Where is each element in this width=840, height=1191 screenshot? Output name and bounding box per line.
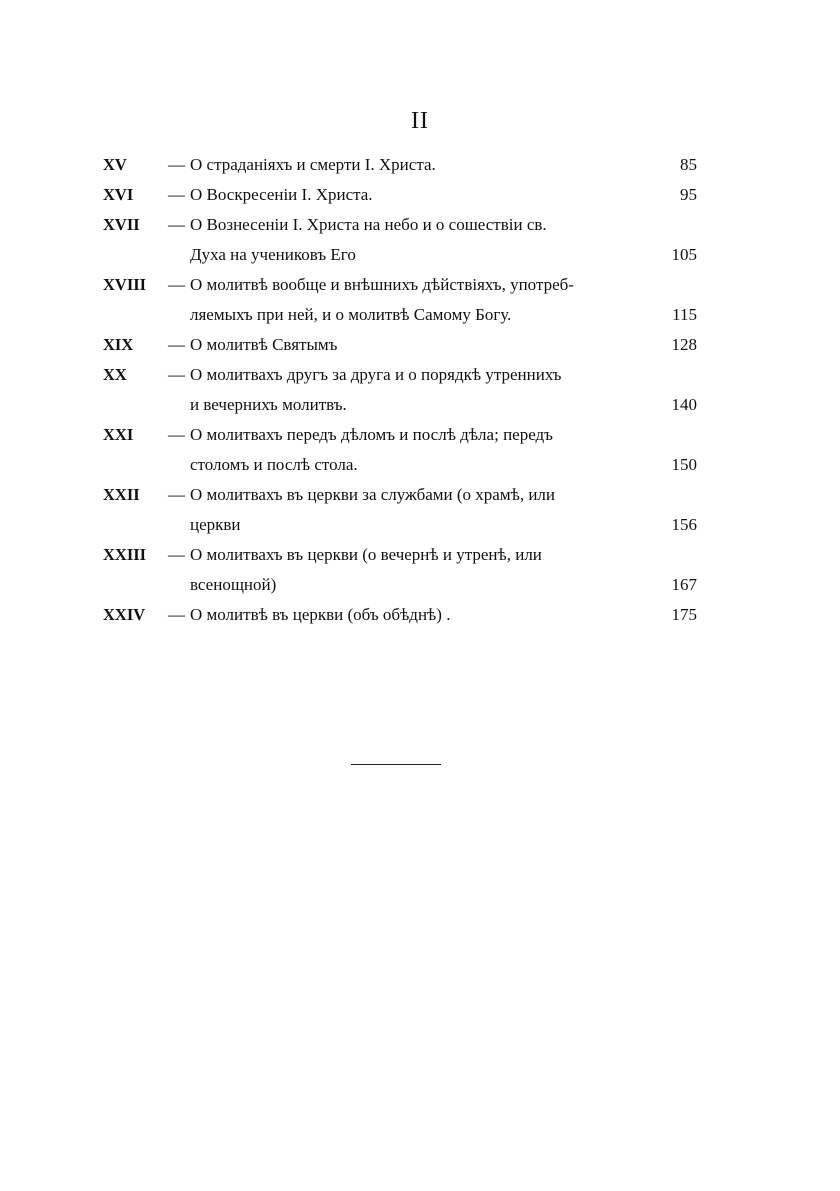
chapter-title: О молитвѣ Святымъ [190, 335, 338, 354]
chapter-title: О молитвахъ въ церкви (о вечернѣ и утренѣ, или [190, 545, 542, 564]
chapter-title-continuation: столомъ и послѣ стола. [190, 455, 358, 474]
chapter-title: О молитвѣ вообще и внѣшнихъ дѣйствіяхъ, употреб- [190, 275, 574, 294]
toc-entry [103, 420, 697, 480]
chapter-title-continuation: церкви [190, 515, 241, 534]
page-reference: 140 [671, 395, 697, 414]
toc-entry [103, 360, 697, 420]
toc-line [103, 390, 697, 420]
entry-dash: — [168, 335, 185, 354]
entry-dash: — [168, 425, 185, 444]
toc-entry [103, 480, 697, 540]
page-reference: 150 [671, 455, 697, 474]
toc-line [103, 210, 697, 240]
page-reference: 175 [671, 605, 697, 624]
chapter-number: XX [103, 365, 127, 384]
entry-dash: — [168, 545, 185, 564]
chapter-number: XXIV [103, 605, 146, 624]
page-reference: 85 [680, 155, 697, 174]
toc-line [103, 270, 697, 300]
page-header-number: II [411, 108, 429, 134]
chapter-title: О молитвахъ передъ дѣломъ и послѣ дѣла; передъ [190, 425, 553, 444]
closing-rule [351, 764, 441, 765]
chapter-number: XV [103, 155, 127, 174]
toc-entry [103, 540, 697, 600]
toc-line [103, 510, 697, 540]
entry-dash: — [168, 155, 185, 174]
chapter-title: О молитвахъ другъ за друга и о порядкѣ утреннихъ [190, 365, 562, 384]
entry-dash: — [168, 275, 185, 294]
chapter-number: XXI [103, 425, 134, 444]
toc-entry [103, 600, 697, 630]
chapter-title: О Воскресеніи І. Христа. [190, 185, 373, 204]
chapter-number: XXIII [103, 545, 147, 564]
entry-dash: — [168, 215, 185, 234]
chapter-title-continuation: всенощной) [190, 575, 277, 594]
table-of-contents [103, 150, 697, 630]
chapter-title: О страданіяхъ и смерти І. Христа. [190, 155, 436, 174]
toc-entry [103, 210, 697, 270]
chapter-number: XVIII [103, 275, 147, 294]
page-reference: 128 [671, 335, 697, 354]
chapter-title: О Вознесеніи І. Христа на небо и о сошествіи св. [190, 215, 547, 234]
toc-entry [103, 270, 697, 330]
page-reference: 105 [671, 245, 697, 264]
entry-dash: — [168, 605, 185, 624]
toc-entry [103, 330, 697, 360]
toc-line [103, 570, 697, 600]
toc-entry [103, 150, 697, 180]
page-reference: 115 [672, 305, 697, 324]
chapter-number: XVII [103, 215, 140, 234]
toc-line [103, 480, 697, 510]
toc-line [103, 300, 697, 330]
chapter-title-continuation: и вечернихъ молитвъ. [190, 395, 347, 414]
entry-dash: — [168, 185, 185, 204]
chapter-title: О молитвѣ въ церкви (объ обѣднѣ) . [190, 605, 451, 624]
chapter-title: О молитвахъ въ церкви за службами (о храмѣ, или [190, 485, 555, 504]
toc-entry [103, 180, 697, 210]
toc-line [103, 450, 697, 480]
entry-dash: — [168, 365, 185, 384]
toc-line [103, 540, 697, 570]
page-reference: 156 [671, 515, 697, 534]
page-reference: 95 [680, 185, 697, 204]
page-reference: 167 [671, 575, 697, 594]
chapter-number: XXII [103, 485, 140, 504]
toc-line [103, 360, 697, 390]
chapter-title-continuation: Духа на учениковъ Его [190, 245, 356, 264]
chapter-number: XIX [103, 335, 134, 354]
toc-line [103, 600, 697, 630]
toc-line [103, 330, 697, 360]
chapter-number: XVI [103, 185, 134, 204]
entry-dash: — [168, 485, 185, 504]
toc-line [103, 240, 697, 270]
toc-line [103, 420, 697, 450]
toc-line [103, 180, 697, 210]
toc-line [103, 150, 697, 180]
chapter-title-continuation: ляемыхъ при ней, и о молитвѣ Самому Богу. [190, 305, 512, 324]
